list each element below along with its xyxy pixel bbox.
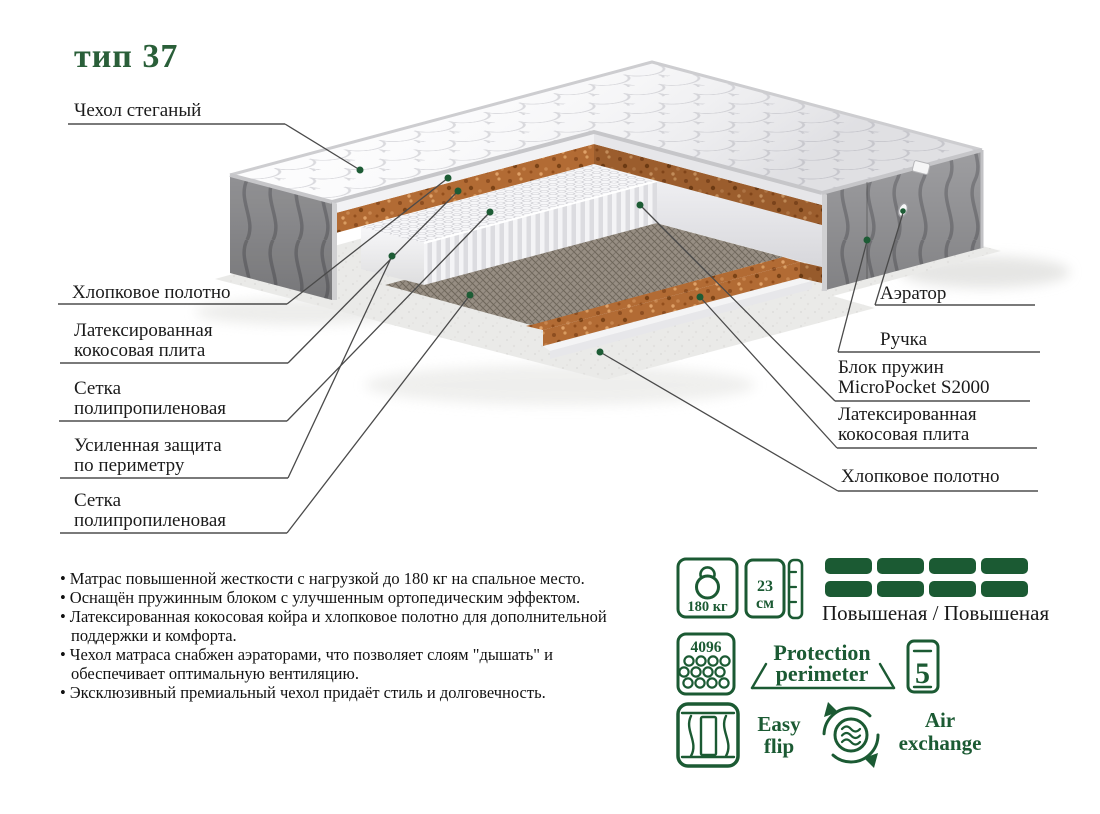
bullet-item: • Оснащён пружинным блоком с улучшенным ортопедическим эффектом. — [60, 588, 618, 607]
callout-label-coir-top — [74, 321, 213, 361]
feature-icons — [678, 558, 1049, 768]
callout-text: Хлопковое полотно — [841, 466, 1000, 487]
callout-text: кокосовая плита — [74, 340, 206, 361]
easy-flip-line2: flip — [763, 734, 795, 758]
callout-text: MicroPocket S2000 — [838, 377, 990, 398]
bullet-item: • Матрас повышенной жесткости с нагрузкой до 180 кг на спальное место. — [60, 569, 618, 588]
firmness-label: Повышеная / Повышеная — [822, 601, 1050, 625]
height-unit: см — [756, 595, 774, 612]
callout-label-aerator — [880, 284, 946, 304]
max-weight-label: 180 кг — [687, 599, 728, 615]
callout-text: полипропиленовая — [74, 510, 227, 531]
protection-line1: Protection — [773, 640, 871, 665]
air-exchange-line1: Air — [924, 708, 956, 732]
callout-text: по периметру — [74, 455, 185, 476]
callout-text: Латексированная — [838, 404, 977, 425]
feature-bullet-list — [60, 569, 618, 702]
callout-text: Ручка — [880, 329, 927, 350]
protection-perimeter-icon — [752, 640, 894, 688]
air-exchange-icon — [824, 702, 878, 768]
zones-count: 5 — [915, 657, 930, 690]
protection-line2: perimeter — [775, 661, 869, 686]
callout-text: Латексированная — [74, 320, 213, 341]
springs-count-label: 4096 — [690, 639, 722, 656]
callout-text: Сетка — [74, 490, 122, 511]
height-value: 23 — [757, 578, 773, 595]
callout-label-cover — [74, 101, 201, 121]
callout-text: Аэратор — [880, 283, 947, 304]
callout-text: Хлопковое полотно — [72, 282, 231, 303]
callout-label-cotton-top — [72, 283, 231, 303]
callout-label-coir-bottom — [838, 405, 977, 445]
air-exchange-line2: exchange — [898, 731, 982, 755]
callout-label-perimeter — [74, 436, 222, 476]
callout-text: Усиленная защита — [74, 435, 222, 456]
callout-label-cotton-bottom — [841, 467, 1000, 487]
easy-flip-icon — [678, 704, 738, 766]
bullet-item: • Чехол матраса снабжен аэраторами, что позволяет слоям "дышать" и обеспечивает оптимальную вентиляцию. — [60, 645, 618, 683]
callout-text: кокосовая плита — [838, 424, 970, 445]
easy-flip-line1: Easy — [757, 712, 801, 736]
callout-text: полипропиленовая — [74, 398, 227, 419]
firmness-bars — [825, 558, 1028, 597]
ruler-icon — [789, 560, 802, 618]
bullet-item: • Латексированная кокосовая койра и хлопковое полотно для дополнительной поддержки и комфорта. — [60, 607, 618, 645]
callout-text: Блок пружин — [838, 357, 944, 378]
page-title: тип 37 — [74, 38, 179, 75]
callout-label-mesh-bottom — [74, 491, 226, 531]
callout-label-mesh-top — [74, 379, 226, 419]
callout-label-spring-block — [838, 358, 989, 398]
callout-label-handle — [880, 330, 927, 350]
callout-text: Сетка — [74, 378, 122, 399]
callout-text: Чехол стеганый — [74, 100, 202, 121]
bullet-item: • Эксклюзивный премиальный чехол придаёт стиль и долговечность. — [60, 683, 618, 702]
